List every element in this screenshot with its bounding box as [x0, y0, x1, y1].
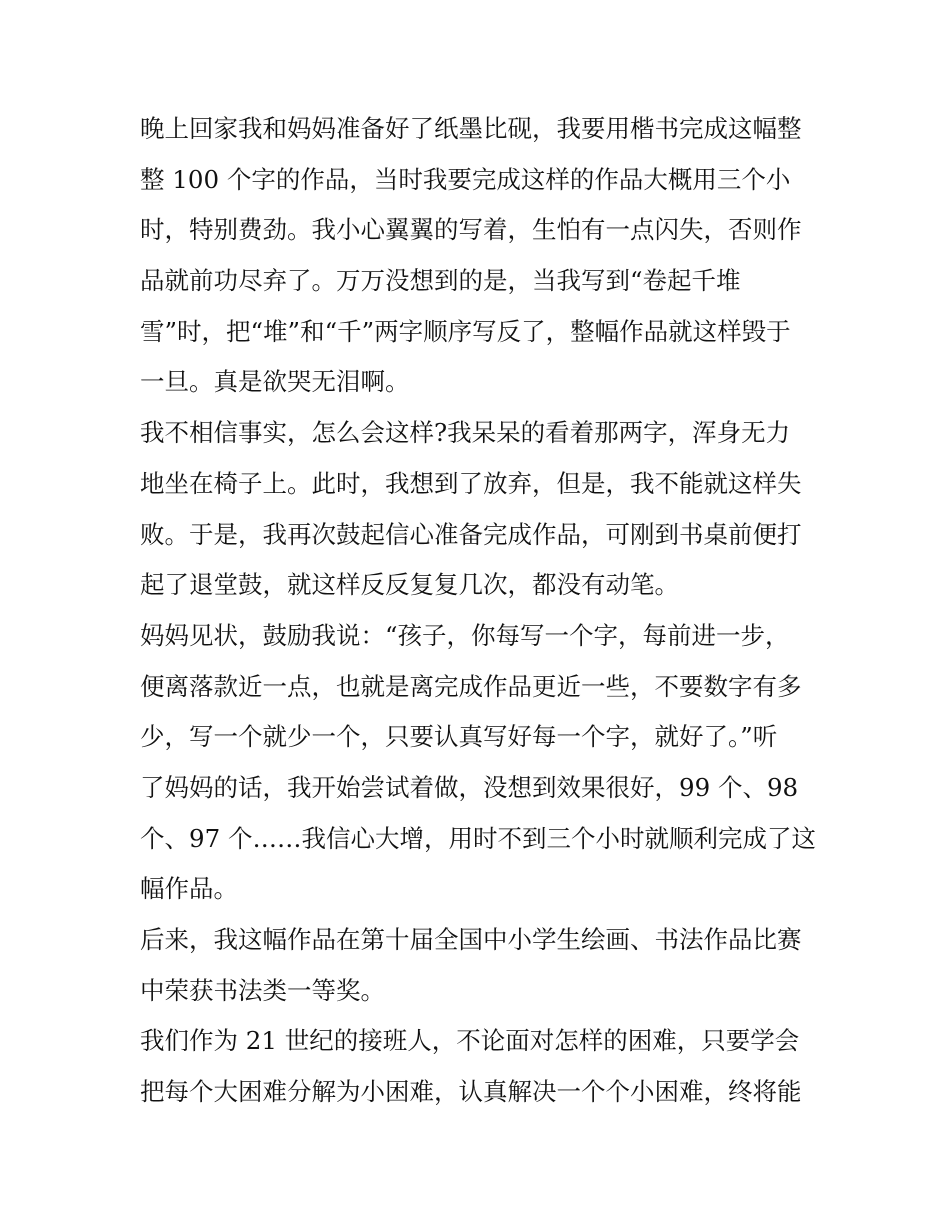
text-line: 地坐在椅子上。此时，我想到了放弃，但是，我不能就这样失 [140, 468, 802, 498]
text-line: 中荣获书法类一等奖。 [140, 975, 385, 1005]
text-line: 我不相信事实，怎么会这样?我呆呆的看着那两字，浑身无力 [140, 418, 791, 448]
text-line: 时，特别费劲。我小心翼翼的写着，生怕有一点闪失，否则作 [140, 215, 802, 245]
paragraph-2 [140, 408, 820, 611]
paragraph-3 [140, 611, 820, 915]
text-line: 品就前功尽弃了。万万没想到的是，当我写到“卷起千堆 [140, 266, 741, 296]
text-line: 少，写一个就少一个，只要认真写好每一个字，就好了。”听 [140, 722, 778, 752]
text-line: 整 100 个字的作品，当时我要完成这样的作品大概用三个小 [140, 164, 791, 194]
paragraph-5 [140, 1016, 820, 1117]
text-line: 起了退堂鼓，就这样反反复复几次，都没有动笔。 [140, 570, 679, 600]
paragraph-4 [140, 915, 820, 1016]
document-body [140, 104, 820, 1118]
text-line: 雪”时，把“堆”和“千”两字顺序写反了，整幅作品就这样毁于 [140, 316, 791, 346]
text-line: 妈妈见状，鼓励我说：“孩子，你每写一个字，每前进一步， [140, 620, 790, 650]
text-line: 晚上回家我和妈妈准备好了纸墨比砚，我要用楷书完成这幅整 [140, 114, 802, 143]
text-line: 一旦。真是欲哭无泪啊。 [140, 367, 410, 397]
text-line: 了妈妈的话，我开始尝试着做，没想到效果很好，99 个、98 [140, 772, 799, 802]
text-line: 败。于是，我再次鼓起信心准备完成作品，可刚到书桌前便打 [140, 519, 802, 549]
paragraph-1 [140, 104, 820, 408]
text-line: 个、97 个……我信心大增，用时不到三个小时就顺利完成了这 [140, 823, 816, 853]
text-line: 把每个大困难分解为小困难，认真解决一个个小困难，终将能 [140, 1077, 802, 1107]
text-line: 后来，我这幅作品在第十届全国中小学生绘画、书法作品比赛 [140, 925, 802, 954]
text-line: 我们作为 21 世纪的接班人，不论面对怎样的困难，只要学会 [140, 1026, 800, 1056]
text-line: 便离落款近一点，也就是离完成作品更近一些，不要数字有多 [140, 671, 802, 701]
text-line: 幅作品。 [140, 874, 238, 904]
